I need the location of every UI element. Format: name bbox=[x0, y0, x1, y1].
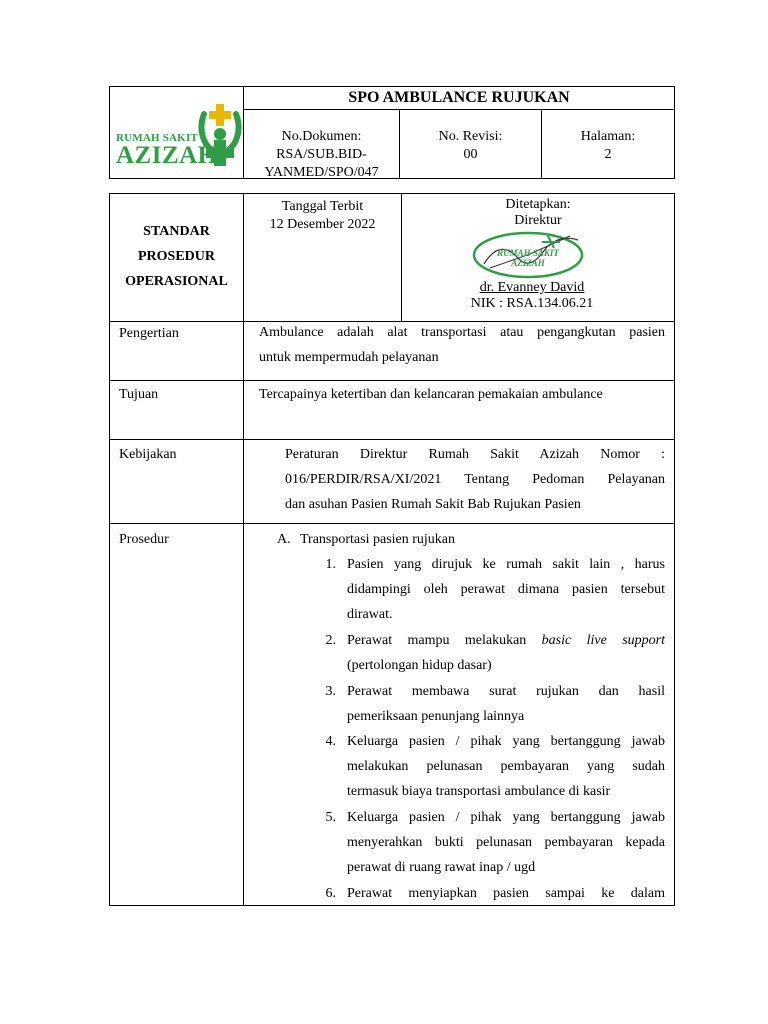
revision-cell bbox=[400, 128, 541, 164]
step-2-line1 bbox=[347, 628, 665, 653]
tujuan-text: Tercapainya ketertiban dan kelancaran pemakaian ambulance bbox=[259, 387, 603, 402]
doc-no-line1: RSA/SUB.BID- bbox=[276, 147, 367, 162]
pengertian-line1: Ambulance adalah alat transportasi atau pengangkutan pasien bbox=[259, 325, 665, 340]
logo-line2: AZIZAH bbox=[116, 142, 218, 169]
approver-nik: NIK : RSA.134.06.21 bbox=[470, 296, 594, 311]
section-title: Transportasi pasien rujukan bbox=[300, 532, 456, 547]
step-3-text bbox=[347, 679, 665, 729]
row-label-kebijakan: Kebijakan bbox=[119, 447, 177, 462]
doc-no-cell bbox=[244, 128, 399, 182]
logo-line1: RUMAH SAKIT bbox=[116, 132, 198, 144]
step-2-line2: (pertolongan hidup dasar) bbox=[347, 658, 492, 673]
revision-label: No. Revisi: bbox=[438, 129, 503, 144]
doc-no-line2: YANMED/SPO/047 bbox=[264, 165, 379, 180]
step-3-line2: pemeriksaan penunjang lainnya bbox=[347, 709, 525, 724]
step-6-text bbox=[347, 881, 665, 906]
step-4-line2: melakukan pelunasan pembayaran yang sudah bbox=[347, 759, 665, 774]
step-5-line1: Keluarga pasien / pihak yang bertanggung jawab bbox=[347, 810, 665, 825]
step-3-line1: Perawat membawa surat rujukan dan hasil bbox=[347, 684, 665, 699]
step-number: 5. bbox=[325, 810, 336, 825]
kebijakan-text bbox=[285, 442, 665, 517]
step-number: 1. bbox=[325, 557, 336, 572]
spo-title bbox=[110, 219, 243, 294]
pengertian-line2: untuk mempermudah pelayanan bbox=[259, 350, 439, 365]
approver-name: dr. Evanney David bbox=[479, 280, 585, 295]
spo-line2: PROSEDUR bbox=[137, 249, 215, 264]
page-label: Halaman: bbox=[580, 129, 636, 144]
step-number: 6. bbox=[325, 886, 336, 901]
hospital-logo bbox=[114, 96, 242, 172]
document-title: SPO AMBULANCE RUJUKAN bbox=[348, 89, 570, 106]
approved-label: Ditetapkan: bbox=[505, 197, 571, 212]
approval-stamp bbox=[470, 228, 586, 282]
step-5-line3: perawat di ruang rawat inap / ugd bbox=[347, 860, 536, 875]
step-2-line1-text: Perawat mampu melakukan bbox=[347, 633, 527, 648]
kebijakan-line1: Peraturan Direktur Rumah Sakit Azizah Nomor : bbox=[285, 447, 665, 462]
step-5-line2: menyerahkan bukti pelunasan pembayaran kepada bbox=[347, 835, 665, 850]
step-number: 3. bbox=[325, 684, 336, 699]
stamp-text: RUMAH SAKIT AZIZAH bbox=[497, 248, 559, 268]
step-4-line1: Keluarga pasien / pihak yang bertanggung jawab bbox=[347, 734, 665, 749]
page-value: 2 bbox=[604, 147, 612, 162]
step-2-line1-italic: basic live support bbox=[541, 633, 665, 648]
spo-line1: STANDAR bbox=[143, 224, 210, 239]
approved-role: Direktur bbox=[514, 213, 562, 228]
step-1-text bbox=[347, 552, 665, 627]
revision-value: 00 bbox=[463, 147, 478, 162]
kebijakan-line3: dan asuhan Pasien Rumah Sakit Bab Rujukan Pasien bbox=[285, 497, 581, 512]
step-1-line1: Pasien yang dirujuk ke rumah sakit lain , harus bbox=[347, 557, 665, 572]
pengertian-text bbox=[259, 320, 665, 370]
kebijakan-line2: 016/PERDIR/RSA/XI/2021 Tentang Pedoman Pelayanan bbox=[285, 472, 665, 487]
step-5-text bbox=[347, 805, 665, 880]
spo-line3: OPERASIONAL bbox=[125, 274, 228, 289]
row-label-tujuan: Tujuan bbox=[119, 387, 159, 402]
row-label-prosedur: Prosedur bbox=[119, 532, 169, 547]
issue-label: Tanggal Terbit bbox=[281, 199, 364, 214]
section-marker: A. bbox=[277, 532, 291, 547]
step-6-line1: Perawat menyiapkan pasien sampai ke dalam bbox=[347, 886, 665, 901]
issue-date: 12 Desember 2022 bbox=[269, 217, 376, 232]
step-2-text bbox=[347, 628, 665, 678]
step-number: 2. bbox=[325, 633, 336, 648]
step-1-line2: didampingi oleh perawat dimana pasien tersebut bbox=[347, 582, 665, 597]
step-number: 4. bbox=[325, 734, 336, 749]
page-cell bbox=[542, 128, 674, 164]
step-4-line3: termasuk biaya transportasi ambulance di kasir bbox=[347, 784, 611, 799]
step-1-line3: dirawat. bbox=[347, 607, 393, 622]
doc-no-label: No.Dokumen: bbox=[281, 129, 362, 144]
row-label-pengertian: Pengertian bbox=[119, 326, 179, 341]
issue-cell bbox=[244, 198, 401, 234]
step-4-text bbox=[347, 729, 665, 804]
